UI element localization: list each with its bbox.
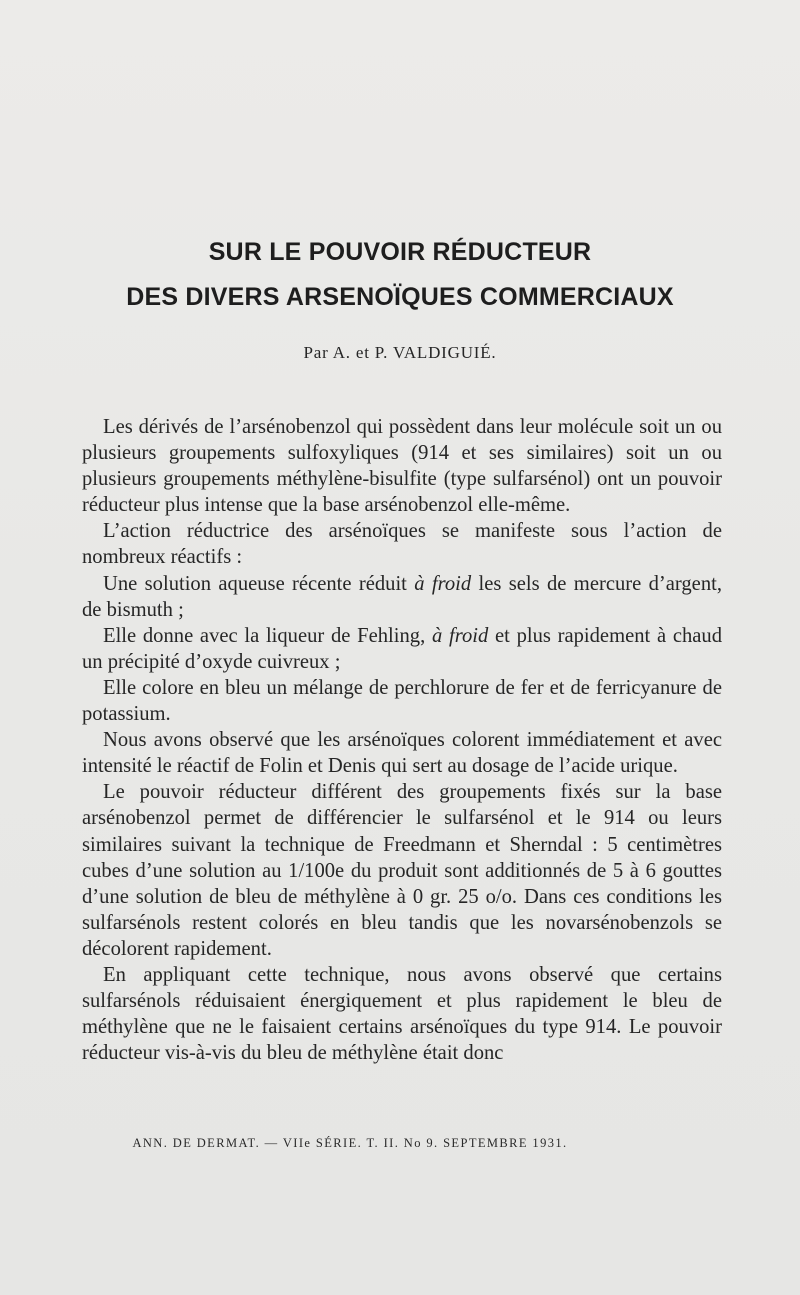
paragraph-3 xyxy=(82,571,722,623)
article-body xyxy=(82,414,722,1066)
italic-text: à froid xyxy=(414,572,472,595)
article-title-line-1: SUR LE POUVOIR RÉDUCTEUR xyxy=(208,238,592,266)
paragraph-text: Une solution aqueuse récente réduit xyxy=(103,572,415,595)
italic-text: à froid xyxy=(431,624,489,647)
paragraph-text: En appliquant cette technique, nous avons observé que certains sulfarsénols réduisaient énergiquement et plus rapidement le bleu de méthylène que ne le faisaient certains arsénoïques du type 914. Le pouvoir réducteur vis-à-vis du bleu de méthylène était donc xyxy=(82,963,722,1065)
paragraph-2 xyxy=(82,518,722,570)
paragraph-text: et plus rapidement à chaud un précipité d’oxyde cuivreux ; xyxy=(82,624,722,673)
paragraph-5 xyxy=(82,675,722,727)
paragraph-1 xyxy=(82,414,722,518)
author-byline: Par A. et P. VALDIGUIÉ. xyxy=(303,343,497,362)
article-title-line-2: DES DIVERS ARSENOÏQUES COMMERCIAUX xyxy=(126,283,674,311)
paragraph-8 xyxy=(82,962,722,1066)
paragraph-text: Elle donne avec la liqueur de Fehling, xyxy=(103,624,432,647)
paragraph-text: L’action réductrice des arsénoïques se manifeste sous l’action de nombreux réactifs : xyxy=(82,520,722,569)
paragraph-4 xyxy=(82,623,722,675)
paragraph-text: Elle colore en bleu un mélange de perchlorure de fer et de ferricyanure de potassium. xyxy=(82,676,722,726)
paragraph-text: les sels de mercure d’argent, de bismuth ; xyxy=(82,572,722,621)
paragraph-text: Nous avons observé que les arsénoïques colorent immédiatement et avec intensité le réactif de Folin et Denis qui sert au dosage de l’acide urique. xyxy=(82,729,722,778)
paragraph-7 xyxy=(82,779,722,962)
paragraph-text: Le pouvoir réducteur différent des groupements fixés sur la base arsénobenzol permet de différencier le sulfarsénol et le 914 ou leurs similaires suivant la technique de Freedmann et Sherndal : 5 centimètres cubes d’une solution au 1/100e du produit sont additionnés de 5 à 6 gouttes d’une solution de bleu de méthylène à 0 gr. 25 o/o. Dans ces conditions les sulfarsénols restent colorés en bleu tandis que les novarsénobenzols se décolorent rapidement. xyxy=(82,781,722,960)
paragraph-6 xyxy=(82,727,722,779)
journal-footer: ANN. DE DERMAT. — VIIe SÉRIE. T. II. No 9. SEPTEMBRE 1931. xyxy=(132,1136,568,1150)
paragraph-text: Les dérivés de l’arsénobenzol qui possèdent dans leur molécule soit un ou plusieurs groupements sulfoxyliques (914 et ses similaires) soit un ou plusieurs groupements méthylène-bisulfite (type sulfarsénol) ont un pouvoir réducteur plus intense que la base arsénobenzol elle-même. xyxy=(82,416,722,517)
